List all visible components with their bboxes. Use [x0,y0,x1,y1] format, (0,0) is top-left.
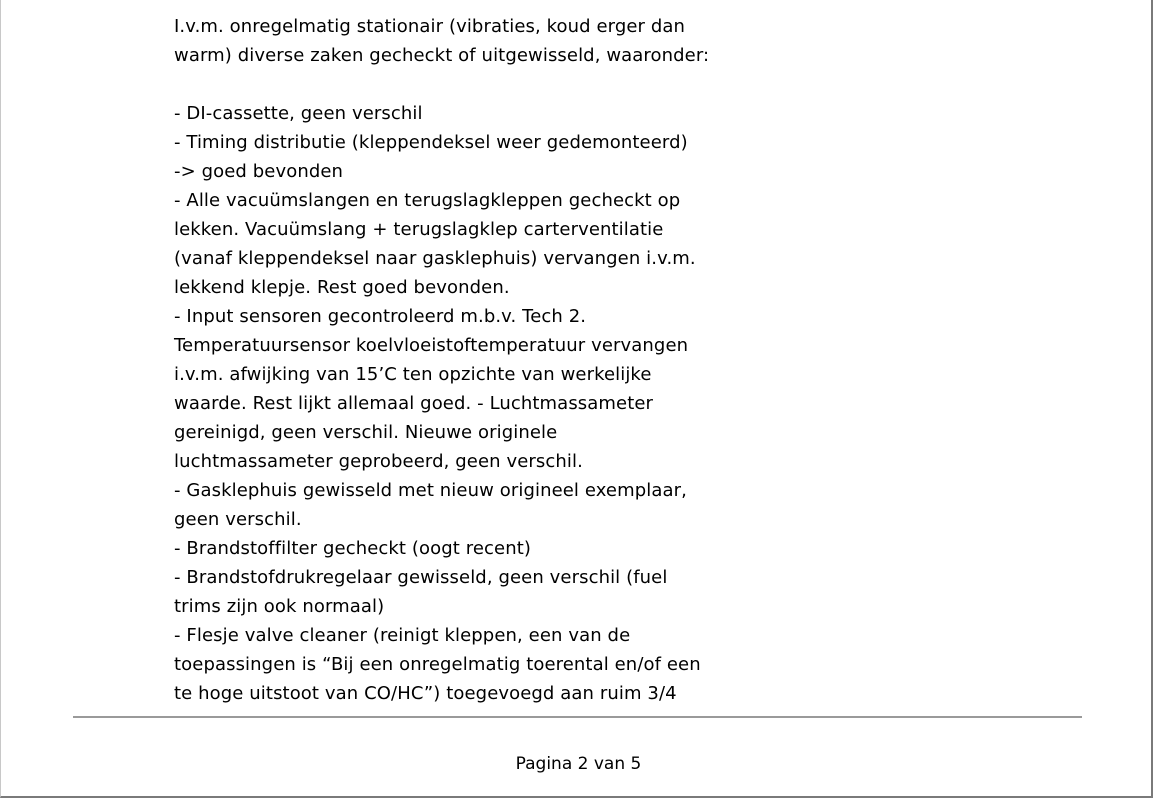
text-line: -> goed bevonden [174,161,344,182]
text-line: (vanaf kleppendeksel naar gasklephuis) vervangen i.v.m. [174,248,696,269]
text-line: luchtmassameter geprobeerd, geen verschil. [174,451,583,472]
text-line: - Alle vacuümslangen en terugslagkleppen gecheckt op [174,190,681,211]
document-body [174,12,754,708]
text-line: lekken. Vacuümslang + terugslagklep carterventilatie [174,219,664,240]
text-line: i.v.m. afwijking van 15’C ten opzichte van werkelijke [174,364,652,385]
footer-divider [73,716,1082,718]
text-line: - Brandstofdrukregelaar gewisseld, geen verschil (fuel [174,567,668,588]
text-line: toepassingen is “Bij een onregelmatig toerental en/of een [174,654,701,675]
text-line: - Flesje valve cleaner (reinigt kleppen, een van de [174,625,631,646]
text-line: - DI-cassette, geen verschil [174,103,423,124]
text-line: - Gasklephuis gewisseld met nieuw origineel exemplaar, [174,480,687,501]
text-line: waarde. Rest lijkt allemaal goed. - Luchtmassameter [174,393,654,414]
text-line: I.v.m. onregelmatig stationair (vibraties, koud erger dan [174,16,686,37]
text-line: geen verschil. [174,509,302,530]
page-number: Pagina 2 van 5 [515,754,642,774]
text-line: te hoge uitstoot van CO/HC”) toegevoegd aan ruim 3/4 [174,683,677,704]
text-line: - Brandstoffilter gecheckt (oogt recent) [174,538,531,559]
blank-line [174,70,754,99]
text-line: trims zijn ook normaal) [174,596,385,617]
text-line: warm) diverse zaken gecheckt of uitgewisseld, waaronder: [174,45,710,66]
text-line: - Timing distributie (kleppendeksel weer gedemonteerd) [174,132,688,153]
text-line: lekkend klepje. Rest goed bevonden. [174,277,510,298]
text-line: - Input sensoren gecontroleerd m.b.v. Tech 2. [174,306,587,327]
text-line: Temperatuursensor koelvloeistoftemperatuur vervangen [174,335,689,356]
text-line: gereinigd, geen verschil. Nieuwe originele [174,422,558,443]
